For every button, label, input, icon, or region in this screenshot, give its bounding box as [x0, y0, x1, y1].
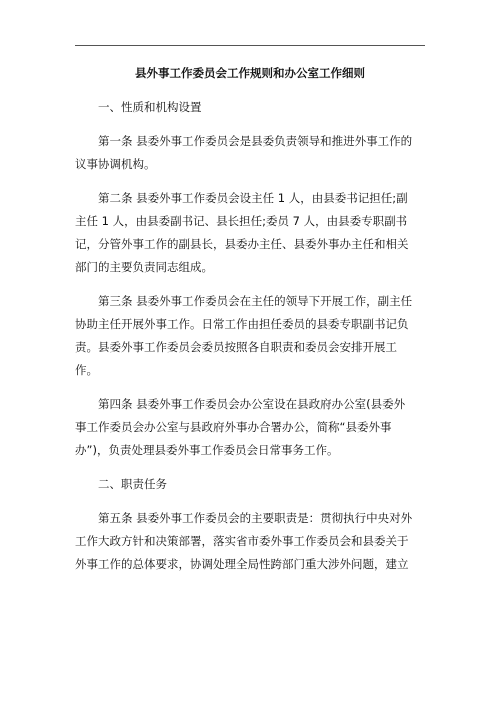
section-heading: 一、性质和机构设置 [98, 100, 202, 114]
paragraph-line: 办”)，负责处理县委外事工作委员会日常事务工作。 [75, 443, 339, 457]
document-title: 县外事工作委员会工作规则和办公室工作细则 [135, 66, 365, 80]
paragraph-line: 第二条 县委外事工作委员会设主任 1 人，由县委书记担任;副 [98, 191, 408, 205]
paragraph-line: 第五条 县委外事工作委员会的主要职责是：贯彻执行中央对外 [98, 511, 413, 525]
paragraph-line: 工作大政方针和决策部署，落实省市委外事工作委员会和县委关于 [75, 534, 409, 548]
paragraph-line: 第三条 县委外事工作委员会在主任的领导下开展工作，副主任 [98, 294, 413, 308]
paragraph-line: 主任 1 人，由县委副书记、县长担任;委员 7 人，由县委专职副书 [75, 214, 408, 228]
paragraph-line: 作。 [75, 363, 98, 377]
paragraph-line: 责。县委外事工作委员会委员按照各自职责和委员会安排开展工 [75, 340, 397, 354]
document-body [75, 96, 425, 576]
paragraph-line: 第一条 县委外事工作委员会是县委负责领导和推进外事工作的 [98, 134, 413, 148]
paragraph-line: 协助主任开展外事工作。日常工作由担任委员的县委专职副书记负 [75, 317, 409, 331]
header-rule [75, 45, 425, 46]
paragraph-line: 第四条 县委外事工作委员会办公室设在县政府办公室(县委外 [98, 397, 406, 411]
paragraph-line: 外事工作的总体要求，协调处理全局性跨部门重大涉外问题，建立 [75, 557, 409, 571]
paragraph-line: 部门的主要负责同志组成。 [75, 260, 213, 274]
section-heading: 二、职责任务 [98, 477, 167, 491]
paragraph-line: 事工作委员会办公室与县政府外事办合署办公，简称“县委外事 [75, 420, 392, 434]
paragraph-line: 记，分管外事工作的副县长，县委办主任、县委外事办主任和相关 [75, 237, 409, 251]
paragraph-line: 议事协调机构。 [75, 157, 156, 171]
